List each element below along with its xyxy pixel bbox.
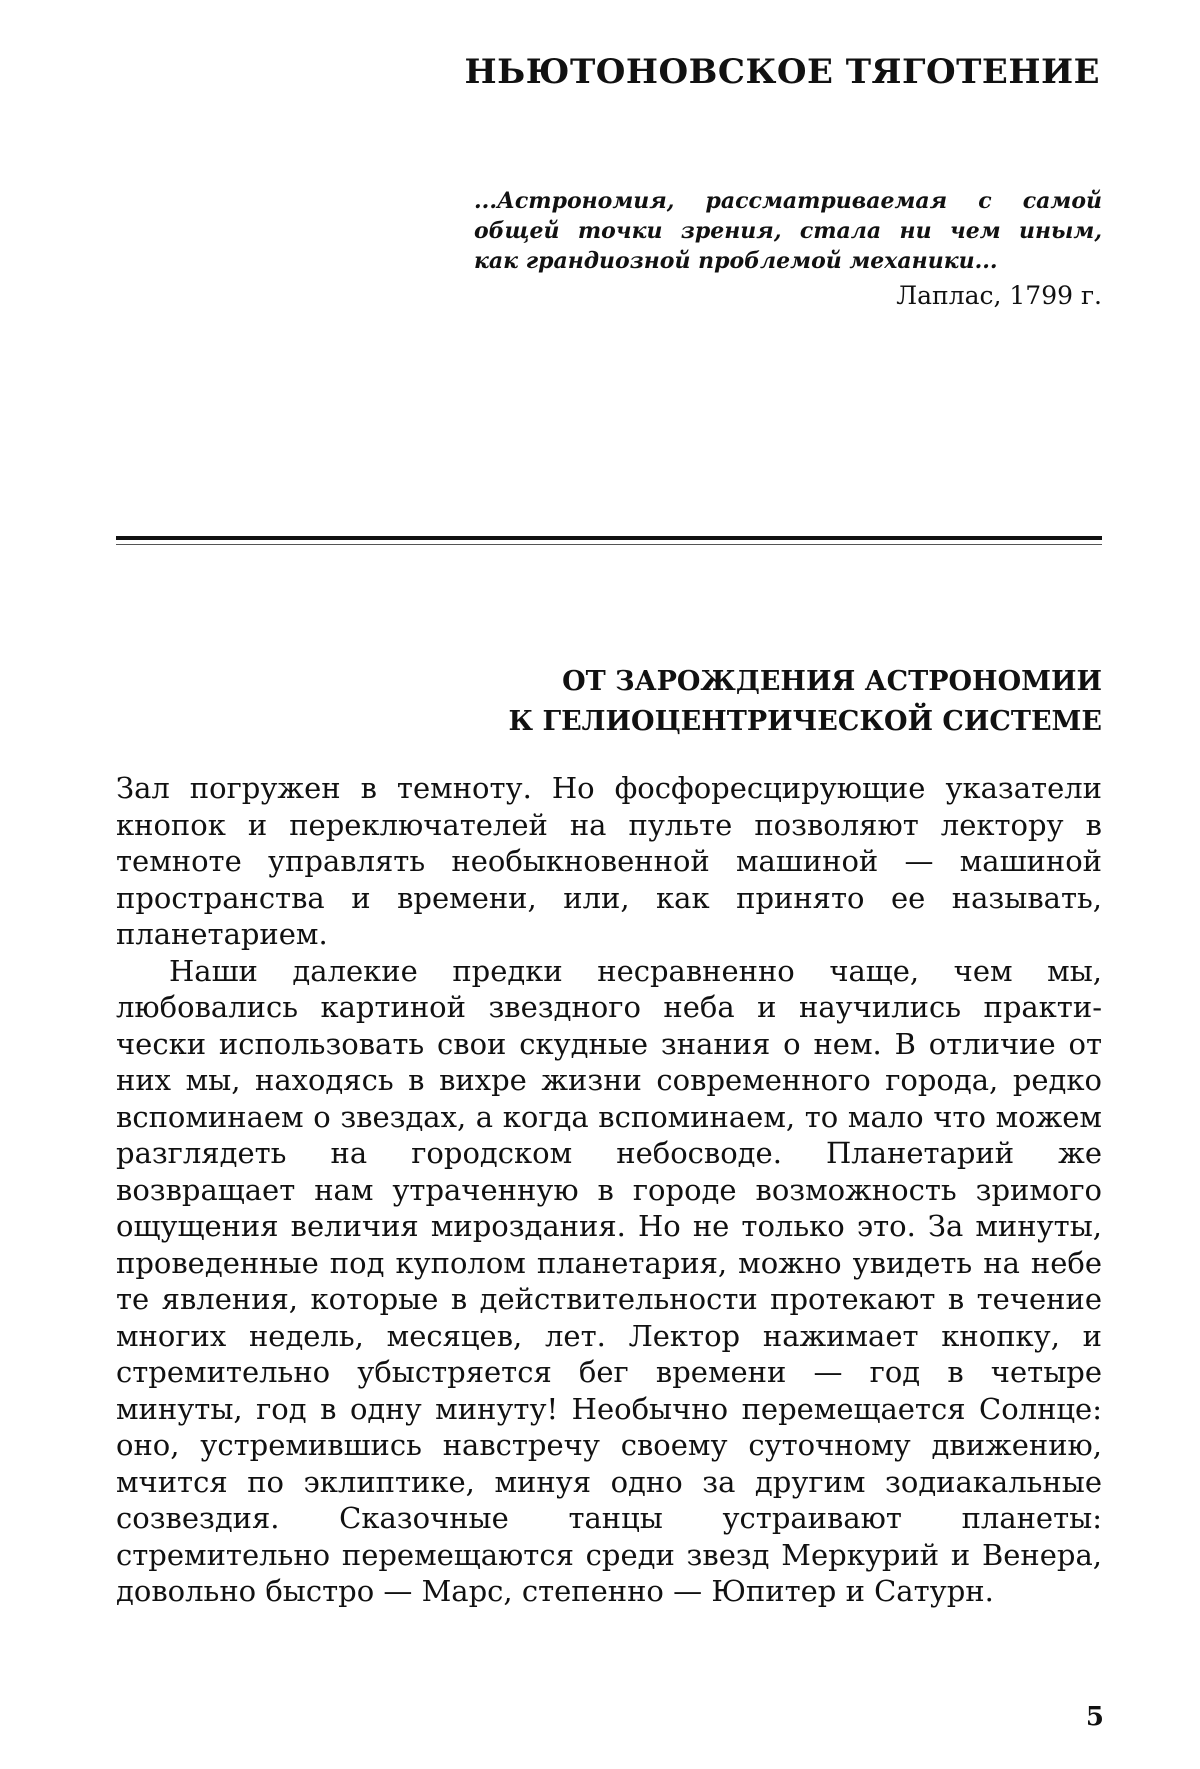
section-heading-line: ОТ ЗАРОЖДЕНИЯ АСТРОНОМИИ	[562, 666, 1102, 697]
body-paragraph: Зал погружен в темноту. Но фосфоресцирующие указатели кнопок и переключателей на пульте позволяют лектору в темноте управлять необыкновенной машиной — машиной пространства и времени, или, как принято ее называть, планетарием.	[116, 771, 1102, 951]
section-heading-line: К ГЕЛИОЦЕНТРИЧЕСКОЙ СИСТЕМЕ	[508, 706, 1102, 737]
epigraph-line: ...Астрономия, рассматриваемая с самой	[474, 188, 1102, 214]
epigraph-line: общей точки зрения, стала ни чем иным,	[474, 218, 1102, 244]
body-text	[116, 770, 1102, 1610]
body-paragraph: Наши далекие предки несравненно чаще, чем мы, любовались картиной звездного неба и научились практически использовать свои скудные знания о нем. В отличие от них мы, находясь в вихре жизни современного города, редко вспоминаем о звездах, а когда вспоминаем, то мало что можем разглядеть на городском небосводе. Планетарий же возвращает нам утраченную в городе возможность зримого ощущения величия мироздания. Но не только это. За минуты, проведенные под куполом планетария, можно увидеть на небе те явления, которые в действительности протекают в течение многих недель, месяцев, лет. Лектор нажимает кнопку, и стремительно убыстряется бег времени — год в четыре минуты, год в одну минуту! Необычно перемещается Солнце: оно, устремившись навстречу своему суточному движению, мчится по эклиптике, минуя одно за другим зодиакальные созвездия. Сказочные танцы устраивают планеты: стремительно перемещаются среди звезд Меркурий и Венера, довольно быстро — Марс, степенно — Юпитер и Сатурн.	[116, 953, 1102, 1608]
epigraph	[474, 186, 1102, 314]
section-divider-thin	[116, 544, 1102, 545]
chapter-title: НЬЮТОНОВСКОЕ ТЯГОТЕНИЕ	[464, 52, 1100, 92]
section-divider	[116, 536, 1102, 540]
page-number: 5	[1085, 1702, 1104, 1732]
epigraph-line: как грандиозной проблемой механики...	[474, 248, 998, 274]
section-heading	[302, 662, 1102, 742]
epigraph-source: Лаплас, 1799 г.	[896, 281, 1102, 310]
